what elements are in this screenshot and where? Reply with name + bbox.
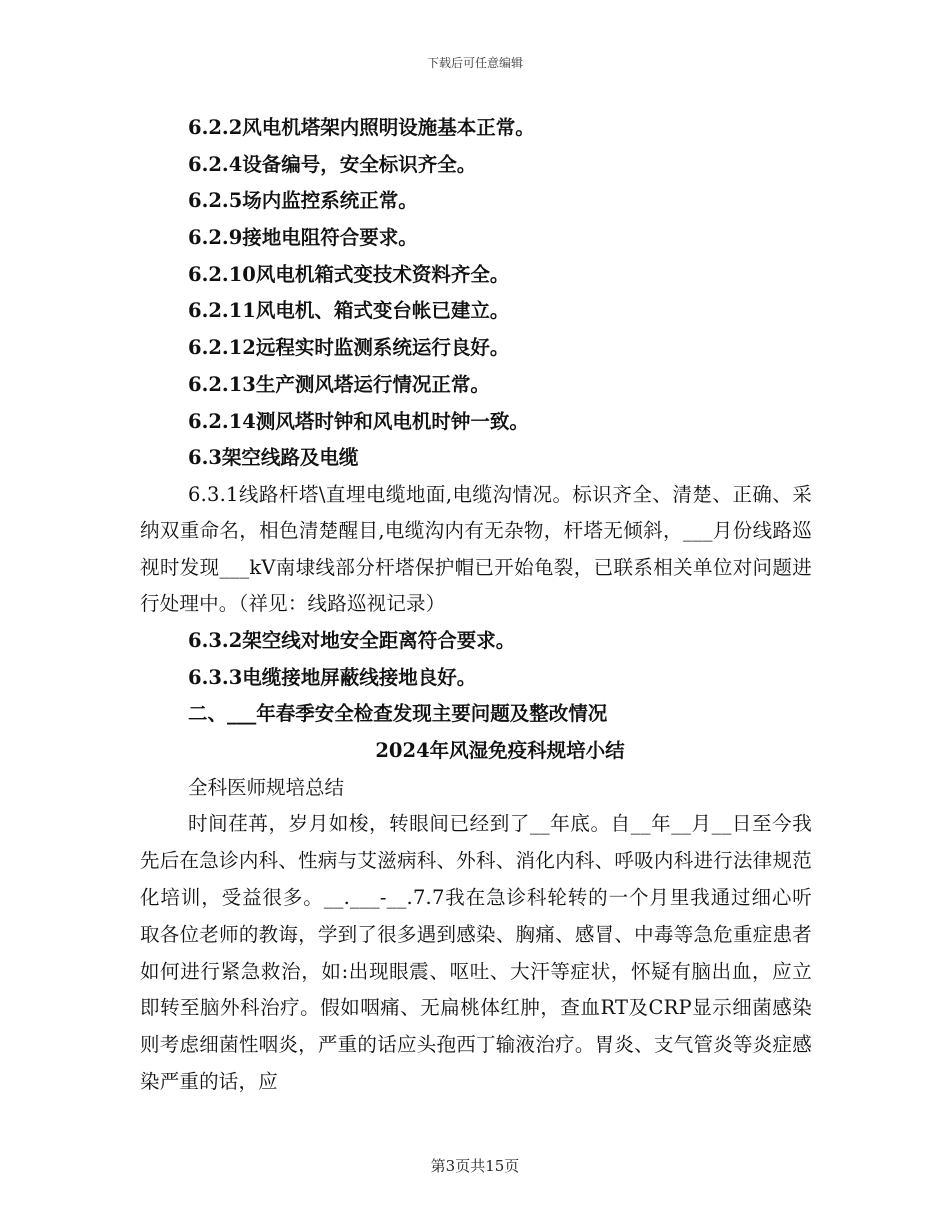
document-body <box>140 110 812 1101</box>
document-title: 2024年风湿免疫科规培小结 <box>375 738 625 762</box>
paragraph-6-3-1: 6.3.1线路杆塔\直埋电缆地面,电缆沟情况。标识齐全、清楚、正确、采纳双重命名，相色清楚醒目,电缆沟内有无杂物，杆塔无倾斜，___月份线路巡视时发现___kV南埭线部分杆塔保护帽已开始龟裂，已联系相关单位对问题进行处理中。（祥见：线路巡视记录） <box>140 482 812 616</box>
item-6-2-13: 6.2.13生产测风塔运行情况正常。 <box>188 372 490 396</box>
item-6-2-9: 6.2.9接地电阻符合要求。 <box>188 226 418 250</box>
page-number: 第3页共15页 <box>430 1157 520 1175</box>
heading-6-3: 6.3架空线路及电缆 <box>188 446 359 470</box>
item-6-2-4: 6.2.4设备编号，安全标识齐全。 <box>188 152 477 176</box>
item-6-2-12: 6.2.12远程实时监测系统运行良好。 <box>188 336 510 360</box>
item-6-2-5: 6.2.5场内监控系统正常。 <box>188 189 418 213</box>
document-subtitle: 全科医师规培总结 <box>188 775 345 799</box>
item-6-2-14: 6.2.14测风塔时钟和风电机时钟一致。 <box>188 409 529 433</box>
paragraph-summary: 时间荏苒，岁月如梭，转眼间已经到了__年底。自__年__月__日至今我先后在急诊内科、性病与艾滋病科、外科、消化内科、呼吸内科进行法律规范化培训，受益很多。__.___-__.7.7我在急诊科轮转的一个月里我通过细心听取各位老师的教诲，学到了很多遇到感染、胸痛、感冒、中毒等急危重症患者如何进行紧急救治，如:出现眼震、呕吐、大汗等症状，怀疑有脑出血，应立即转至脑外科治疗。假如咽痛、无扁桃体红肿，查血RT及CRP显示细菌感染则考虑细菌性咽炎，严重的话应头孢西丁输液治疗。胃炎、支气管炎等炎症感染严重的话，应 <box>140 812 812 1093</box>
item-6-3-2: 6.3.2架空线对地安全距离符合要求。 <box>188 628 516 652</box>
page-header-note: 下载后可任意编辑 <box>426 56 523 70</box>
item-6-2-10: 6.2.10风电机箱式变技术资料齐全。 <box>188 262 510 286</box>
item-6-2-2: 6.2.2风电机塔架内照明设施基本正常。 <box>188 116 535 139</box>
item-6-3-3: 6.3.3电缆接地屏蔽线接地良好。 <box>188 665 477 689</box>
section-heading-two: 二、___年春季安全检查发现主要问题及整改情况 <box>188 702 608 726</box>
item-6-2-11: 6.2.11风电机、箱式变台帐已建立。 <box>188 299 510 323</box>
